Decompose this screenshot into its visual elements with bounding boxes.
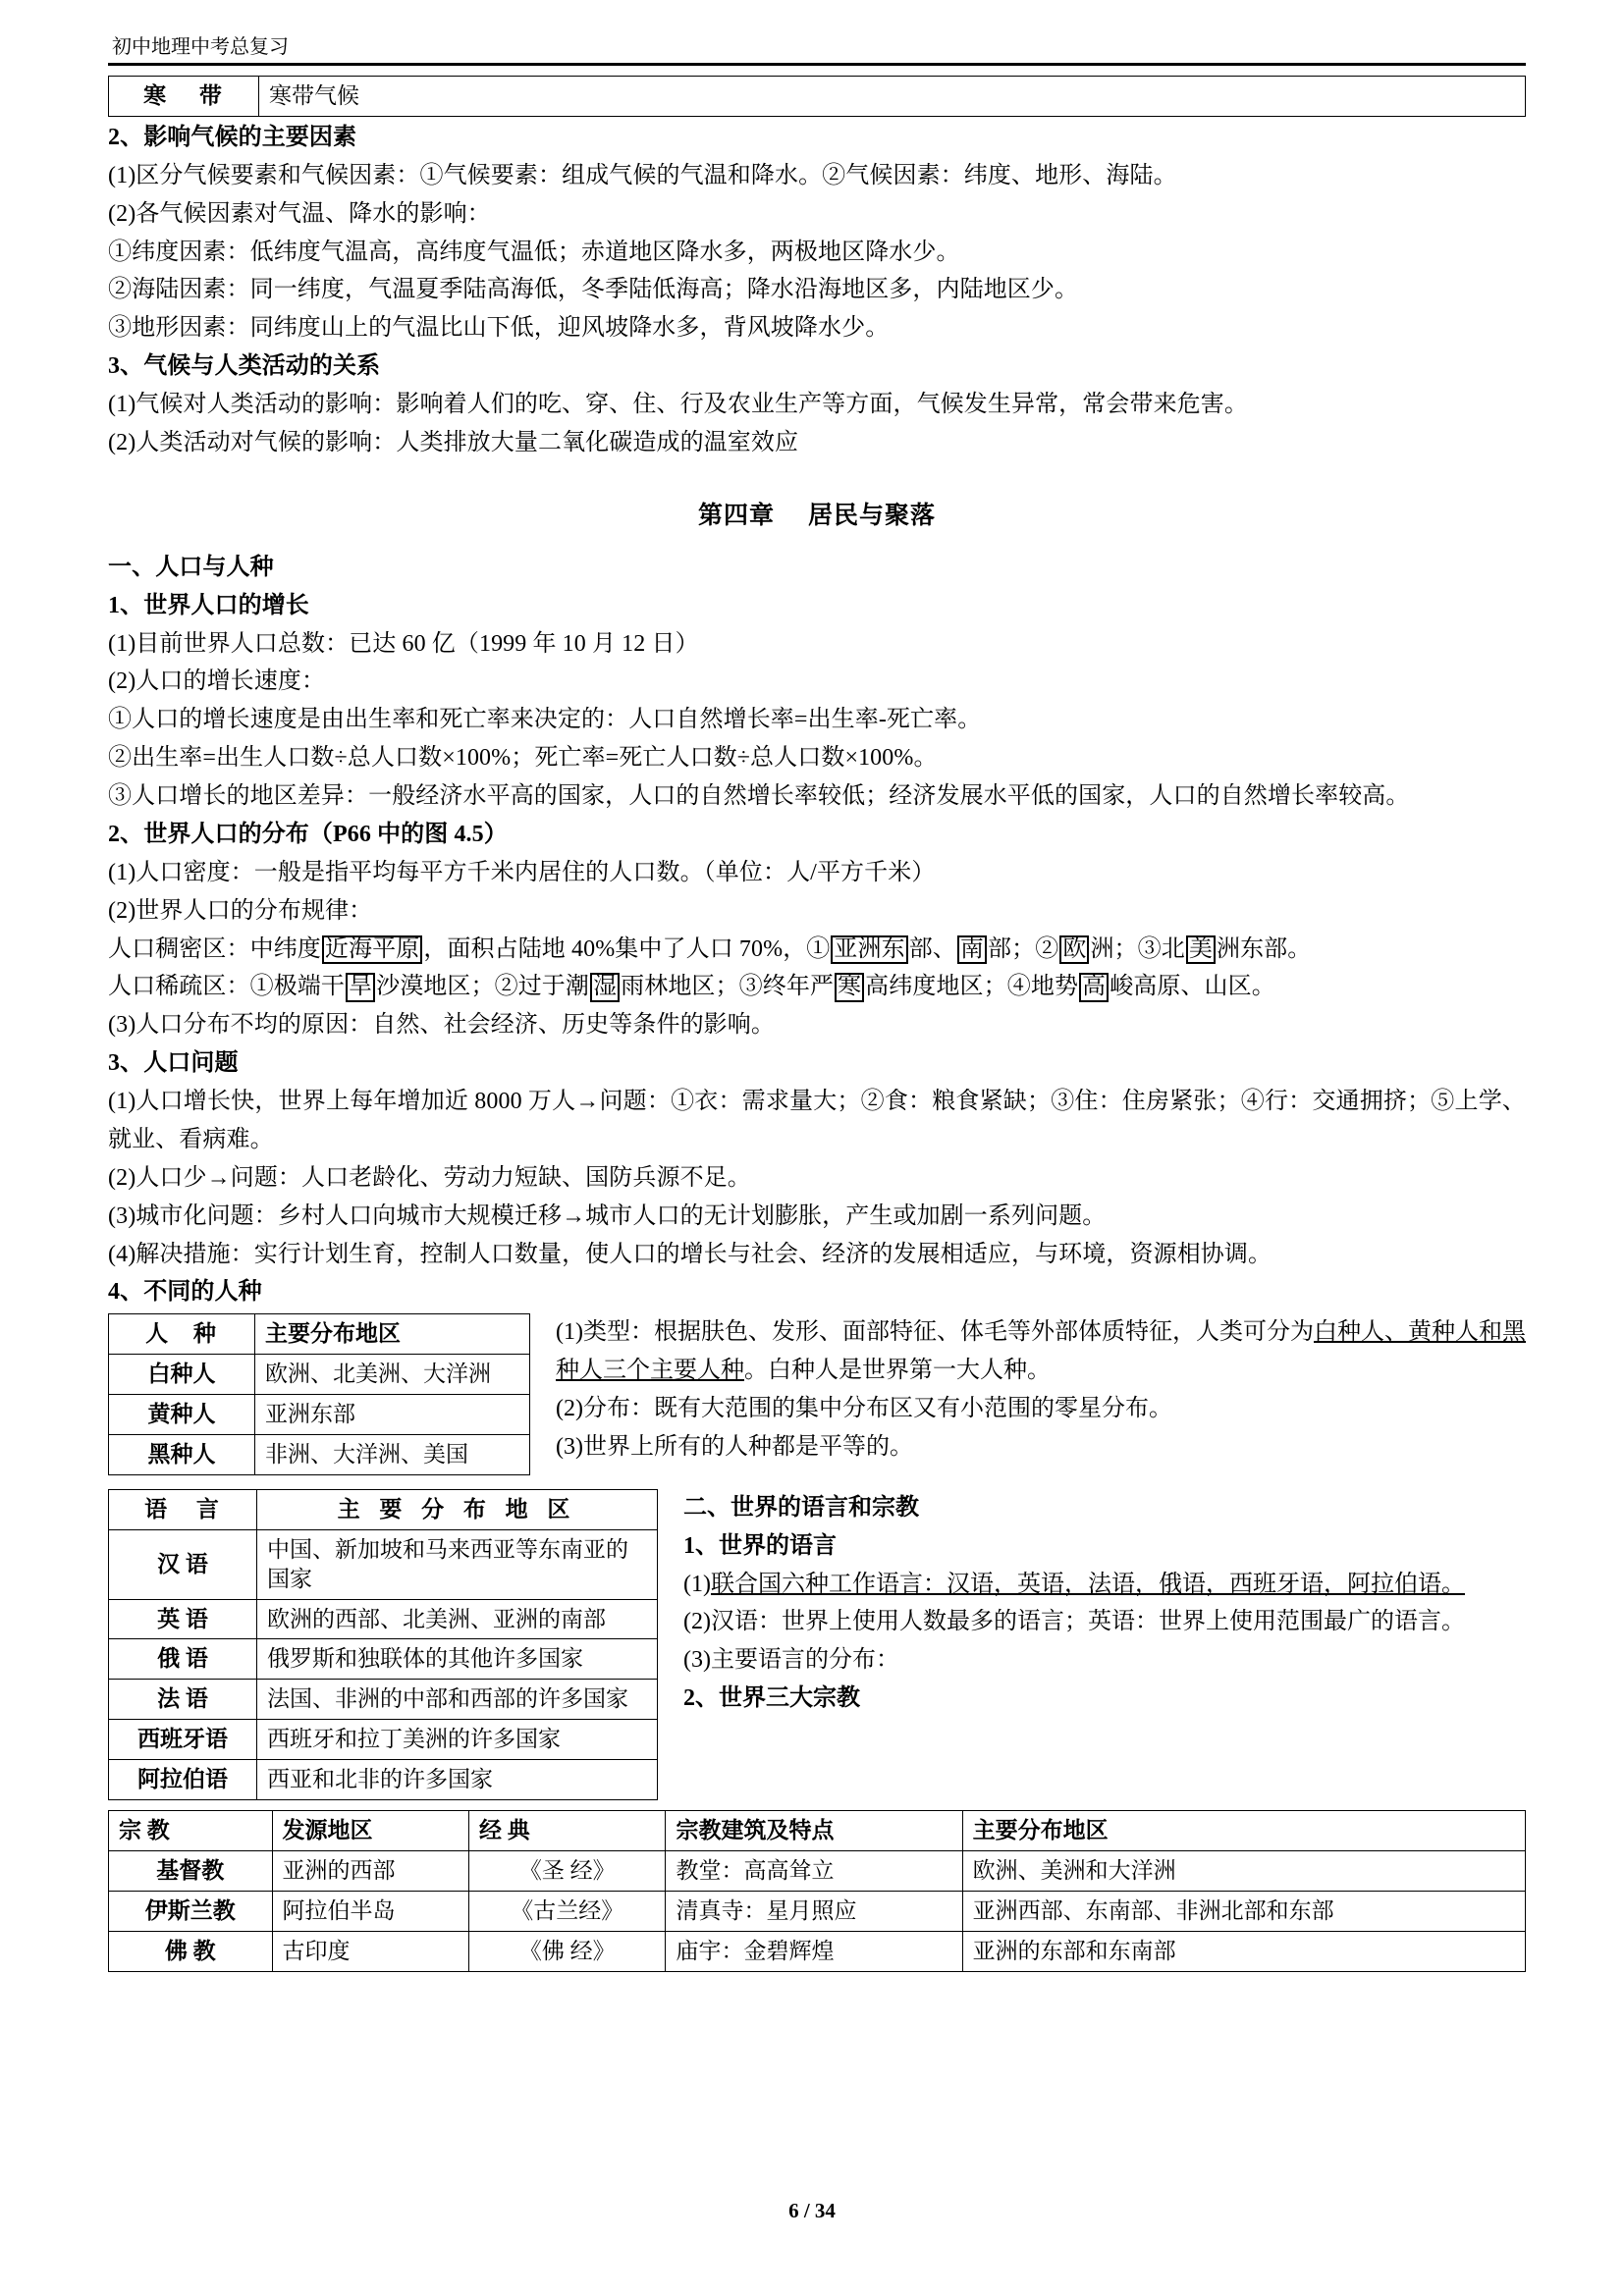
race-note-1-post: 。白种人是世界第一大人种。 [744, 1358, 1051, 1384]
races-heading: 4、不同的人种 [108, 1279, 262, 1306]
dense-box-3: 南 [957, 935, 987, 964]
dense-mid-3: 部；② [988, 935, 1059, 962]
table-row [109, 1395, 530, 1435]
race-table [108, 1313, 530, 1475]
religion-table-header-scripture: 经 典 [469, 1810, 666, 1850]
race-notes [556, 1313, 1526, 1467]
population-growth-line-5: ③人口增长的地区差异：一般经济水平高的国家，人口的自然增长率较低；经济发展水平低的国家，人口的自然增长率较高。 [108, 783, 1410, 810]
table-row [109, 1720, 658, 1760]
sparse-box-1: 旱 [346, 973, 375, 1001]
sparse-mid-3: 高纬度地区；④地势 [865, 974, 1079, 1000]
religion-table-header-building: 宗教建筑及特点 [666, 1810, 962, 1850]
table-row [109, 1850, 1526, 1891]
dense-suffix: 洲东部。 [1216, 935, 1312, 962]
dense-prefix: 人口稠密区：中纬度 [108, 935, 321, 962]
language-area: 西亚和北非的许多国家 [257, 1760, 658, 1800]
race-note-line-1 [556, 1313, 1526, 1390]
race-note-1-underlined: 白种人、黄种人和黑种人三个主要人种 [556, 1319, 1527, 1384]
language-name: 英 语 [109, 1599, 257, 1639]
religion-scripture: 《圣 经》 [469, 1850, 666, 1891]
table-row [109, 1891, 1526, 1931]
race-note-line-3: (3)世界上所有的人种都是平等的。 [556, 1433, 913, 1460]
population-distribution-rule-line: (2)世界人口的分布规律： [108, 897, 373, 924]
language-area: 法国、非洲的中部和西部的许多国家 [257, 1680, 658, 1720]
table-row [109, 1931, 1526, 1971]
race-note-line-2: (2)分布：既有大范围的集中分布区又有小范围的零星分布。 [556, 1396, 1172, 1422]
race-area: 欧洲、北美洲、大洋洲 [255, 1355, 530, 1395]
cold-zone-value: 寒带气候 [259, 77, 1526, 117]
climate-factors-line-2: (2)各气候因素对气温、降水的影响： [108, 200, 491, 227]
races-row [108, 1313, 1526, 1475]
language-name: 俄 语 [109, 1639, 257, 1680]
language-name: 法 语 [109, 1680, 257, 1720]
population-growth-line-2: (2)人口的增长速度： [108, 668, 326, 695]
table-row [109, 1529, 658, 1599]
climate-factors-section [108, 119, 1526, 462]
population-growth-heading: 1、世界人口的增长 [108, 592, 309, 618]
table-row [109, 1639, 658, 1680]
page-header-title: 初中地理中考总复习 [112, 36, 289, 58]
table-row [109, 1599, 658, 1639]
race-table-wrap [108, 1313, 530, 1475]
dense-mid-4: 洲；③北 [1090, 935, 1185, 962]
climate-factors-line-3: ①纬度因素：低纬度气温高，高纬度气温低；赤道地区降水多，两极地区降水少。 [108, 239, 960, 265]
religion-building: 庙宇：金碧辉煌 [666, 1931, 962, 1971]
table-header-row [109, 1314, 530, 1355]
three-religions-heading: 2、世界三大宗教 [683, 1685, 860, 1712]
page-footer: 6 / 34 [788, 2199, 836, 2222]
table-header-row [109, 1810, 1526, 1850]
religion-origin: 阿拉伯半岛 [272, 1891, 468, 1931]
religion-name: 伊斯兰教 [109, 1891, 273, 1931]
race-area: 非洲、大洋洲、美国 [255, 1434, 530, 1474]
language-note-1-pre: (1) [683, 1571, 711, 1597]
climate-factors-line-4: ②海陆因素：同一纬度，气温夏季陆高海低，冬季陆低海高；降水沿海地区多，内陆地区少。 [108, 277, 1079, 303]
race-name: 白种人 [109, 1355, 255, 1395]
religion-area: 亚洲的东部和东南部 [962, 1931, 1525, 1971]
header-rule [108, 63, 1526, 66]
language-table [108, 1489, 658, 1800]
climate-human-line-1: (1)气候对人类活动的影响：影响着人们的吃、穿、住、行及农业生产等方面，气候发生异常，常会带来危害。 [108, 392, 1248, 418]
dense-mid-2: 部、 [908, 935, 956, 962]
chapter-number: 第四章 [697, 502, 775, 529]
religion-building: 教堂：高高耸立 [666, 1850, 962, 1891]
language-area: 俄罗斯和独联体的其他许多国家 [257, 1639, 658, 1680]
population-distribution-heading: 2、世界人口的分布（P66 中的图 4.5） [108, 821, 508, 847]
religion-name: 基督教 [109, 1850, 273, 1891]
population-section [108, 549, 1526, 1312]
religion-origin: 古印度 [272, 1931, 468, 1971]
language-area: 中国、新加坡和马来西亚等东南亚的国家 [257, 1529, 658, 1599]
religion-area: 亚洲西部、东南部、非洲北部和东部 [962, 1891, 1525, 1931]
language-note-1-underlined: 联合国六种工作语言：汉语，英语，法语，俄语，西班牙语，阿拉伯语。 [710, 1571, 1465, 1597]
religion-table [108, 1810, 1526, 1972]
race-note-1-pre: (1)类型：根据肤色、发形、面部特征、体毛等外部体质特征，人类可分为 [556, 1319, 1314, 1346]
population-growth-line-3: ①人口的增长速度是由出生率和死亡率来决定的：人口自然增长率=出生率-死亡率。 [108, 707, 982, 733]
population-uneven-line: (3)人口分布不均的原因：自然、社会经济、历史等条件的影响。 [108, 1012, 775, 1039]
climate-factors-heading: 2、影响气候的主要因素 [108, 124, 357, 150]
climate-human-heading: 3、气候与人类活动的关系 [108, 353, 381, 380]
language-name: 阿拉伯语 [109, 1760, 257, 1800]
table-row [109, 1680, 658, 1720]
table-row [109, 1434, 530, 1474]
dense-mid-1: ，面积占陆地 40%集中了人口 70%，① [423, 935, 831, 962]
language-table-header-area: 主 要 分 布 地 区 [257, 1489, 658, 1529]
languages-row [108, 1489, 1526, 1800]
population-problem-line-1: (1)人口增长快，世界上每年增加近 8000 万人→问题：①衣：需求量大；②食：粮食紧缺；③住：住房紧张；④行：交通拥挤；⑤上学、就业、看病难。 [108, 1089, 1526, 1152]
religion-table-header-religion: 宗 教 [109, 1810, 273, 1850]
population-growth-line-4: ②出生率=出生人口数÷总人口数×100%；死亡率=死亡人口数÷总人口数×100%。 [108, 745, 938, 772]
sparse-suffix: 峻高原、山区。 [1110, 974, 1275, 1000]
religion-scripture: 《佛 经》 [469, 1931, 666, 1971]
religion-origin: 亚洲的西部 [272, 1850, 468, 1891]
language-notes [683, 1489, 1526, 1718]
language-area: 西班牙和拉丁美洲的许多国家 [257, 1720, 658, 1760]
language-table-header-lang: 语 言 [109, 1489, 257, 1529]
climate-human-line-2: (2)人类活动对气候的影响：人类排放大量二氧化碳造成的温室效应 [108, 429, 799, 455]
race-name: 黑种人 [109, 1434, 255, 1474]
religion-scripture: 《古兰经》 [469, 1891, 666, 1931]
cold-zone-table [108, 76, 1526, 117]
religion-area: 欧洲、美洲和大洋洲 [962, 1850, 1525, 1891]
world-language-heading: 1、世界的语言 [683, 1532, 837, 1559]
language-note-line-3: (3)主要语言的分布： [683, 1647, 899, 1674]
sparse-mid-2: 雨林地区；③终年严 [621, 974, 835, 1000]
language-name: 西班牙语 [109, 1720, 257, 1760]
chapter-heading [108, 496, 1526, 531]
religion-table-header-origin: 发源地区 [272, 1810, 468, 1850]
sparse-box-3: 寒 [835, 973, 864, 1001]
population-problem-heading: 3、人口问题 [108, 1050, 239, 1077]
dense-box-1: 近海平原 [322, 935, 422, 964]
population-growth-line-1: (1)目前世界人口总数：已达 60 亿（1999 年 10 月 12 日） [108, 630, 699, 657]
cold-zone-label: 寒 带 [109, 77, 259, 117]
sparse-population-line [108, 968, 1526, 1006]
table-row [109, 1355, 530, 1395]
dense-box-2: 亚洲东 [831, 935, 907, 964]
population-problem-line-2: (2)人口少→问题：人口老龄化、劳动力短缺、国防兵源不足。 [108, 1164, 751, 1191]
language-table-wrap [108, 1489, 658, 1800]
language-name: 汉 语 [109, 1529, 257, 1599]
population-heading: 一、人口与人种 [108, 554, 274, 580]
language-note-line-2: (2)汉语：世界上使用人数最多的语言；英语：世界上使用范围最广的语言。 [683, 1609, 1465, 1635]
table-header-row [109, 1489, 658, 1529]
religion-name: 佛 教 [109, 1931, 273, 1971]
religion-table-header-area: 主要分布地区 [962, 1810, 1525, 1850]
table-row [109, 77, 1526, 117]
sparse-box-4: 高 [1079, 973, 1109, 1001]
population-problem-line-3: (3)城市化问题：乡村人口向城市大规模迁移→城市人口的无计划膨胀，产生或加剧一系列问题。 [108, 1202, 1107, 1229]
race-name: 黄种人 [109, 1395, 255, 1435]
sparse-mid-1: 沙漠地区；②过于潮 [376, 974, 590, 1000]
race-area: 亚洲东部 [255, 1395, 530, 1435]
dense-box-4: 欧 [1059, 935, 1089, 964]
climate-factors-line-1: (1)区分气候要素和气候因素：①气候要素：组成气候的气温和降水。②气候因素：纬度、地形、海陆。 [108, 162, 1177, 188]
religion-building: 清真寺：星月照应 [666, 1891, 962, 1931]
dense-box-5: 美 [1186, 935, 1216, 964]
population-density-line: (1)人口密度：一般是指平均每平方千米内居住的人口数。（单位：人/平方千米） [108, 859, 936, 885]
language-religion-heading: 二、世界的语言和宗教 [683, 1494, 919, 1521]
climate-factors-line-5: ③地形因素：同纬度山上的气温比山下低，迎风坡降水多，背风坡降水少。 [108, 315, 890, 342]
sparse-prefix: 人口稀疏区：①极端干 [108, 974, 345, 1000]
race-table-header-race: 人 种 [109, 1314, 255, 1355]
language-area: 欧洲的西部、北美洲、亚洲的南部 [257, 1599, 658, 1639]
population-problem-line-4: (4)解决措施：实行计划生育，控制人口数量，使人口的增长与社会、经济的发展相适应，与环境，资源相协调。 [108, 1241, 1272, 1267]
chapter-title: 居民与聚落 [808, 502, 937, 529]
language-note-line-1 [683, 1566, 1526, 1604]
race-table-header-area: 主要分布地区 [255, 1314, 530, 1355]
table-row [109, 1760, 658, 1800]
dense-population-line [108, 931, 1526, 969]
sparse-box-2: 湿 [590, 973, 620, 1001]
